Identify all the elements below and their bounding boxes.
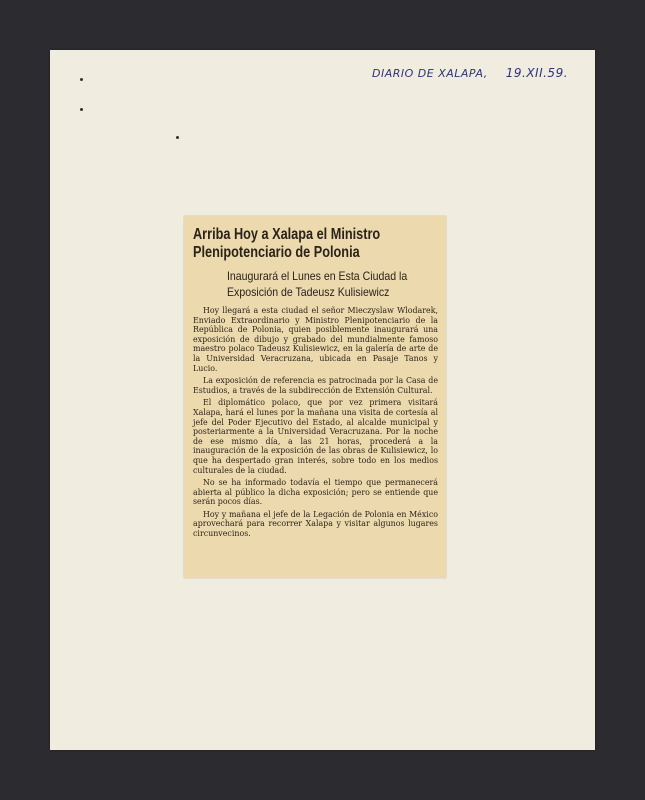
- article-paragraph: La exposición de referencia es patrocinada por la Casa de Estudios, a través de la subdirección de Extensión Cultural.: [193, 376, 438, 395]
- headline-line: Plenipotenciario de Polonia: [193, 244, 360, 261]
- headline: [193, 226, 446, 262]
- handwritten-source: DIARIO DE XALAPA,: [372, 67, 488, 80]
- article-paragraph: Hoy llegará a esta ciudad el señor Mieczyslaw Wlodarek, Enviado Extraordinario y Ministro Plenipotenciario de la República de Polonia, quien posiblemente inaugurará una exposición de dibujo y grabado del mundialmente famoso maestro polaco Tadeusz Kulisiewicz, en la galería de arte de la Universidad Veracruzana, ubicada en Pasaje Tanos y Lucio.: [193, 306, 438, 373]
- newspaper-clipping: [184, 216, 446, 578]
- subheadline: [227, 268, 446, 300]
- subheadline-line: Inaugurará el Lunes en Esta Ciudad la: [227, 269, 408, 283]
- headline-line: Arriba Hoy a Xalapa el Ministro: [193, 226, 381, 243]
- article-paragraph: El diplomático polaco, que por vez primera visitará Xalapa, hará el lunes por la mañana una visita de cortesía al jefe del Poder Ejecutivo del Estado, al alcalde municipal y posteriarmente a la Universidad Veracruzana. Por la noche de ese mismo día, a las 21 horas, procederá a la inauguración de la exposición de las obras de Kulisiewicz, lo que ha despertado gran interés, sobre todo en los medios culturales de la ciudad.: [193, 398, 438, 475]
- punch-hole: [80, 78, 83, 81]
- article-paragraph: No se ha informado todavía el tiempo que permanecerá abierta al público la dicha exposición; pero se entiende que serán pocos días.: [193, 478, 438, 507]
- paper-sheet: [50, 50, 595, 750]
- punch-hole: [176, 136, 179, 139]
- punch-hole: [80, 108, 83, 111]
- handwritten-annotation: [372, 66, 582, 80]
- article-body: [193, 306, 438, 539]
- article-paragraph: Hoy y mañana el jefe de la Legación de Polonia en México aprovechará para recorrer Xalapa y visitar algunos lugares circunvecinos.: [193, 509, 438, 539]
- handwritten-date: 19.XII.59.: [505, 66, 569, 80]
- subheadline-line: Exposición de Tadeusz Kulisiewicz: [227, 285, 390, 299]
